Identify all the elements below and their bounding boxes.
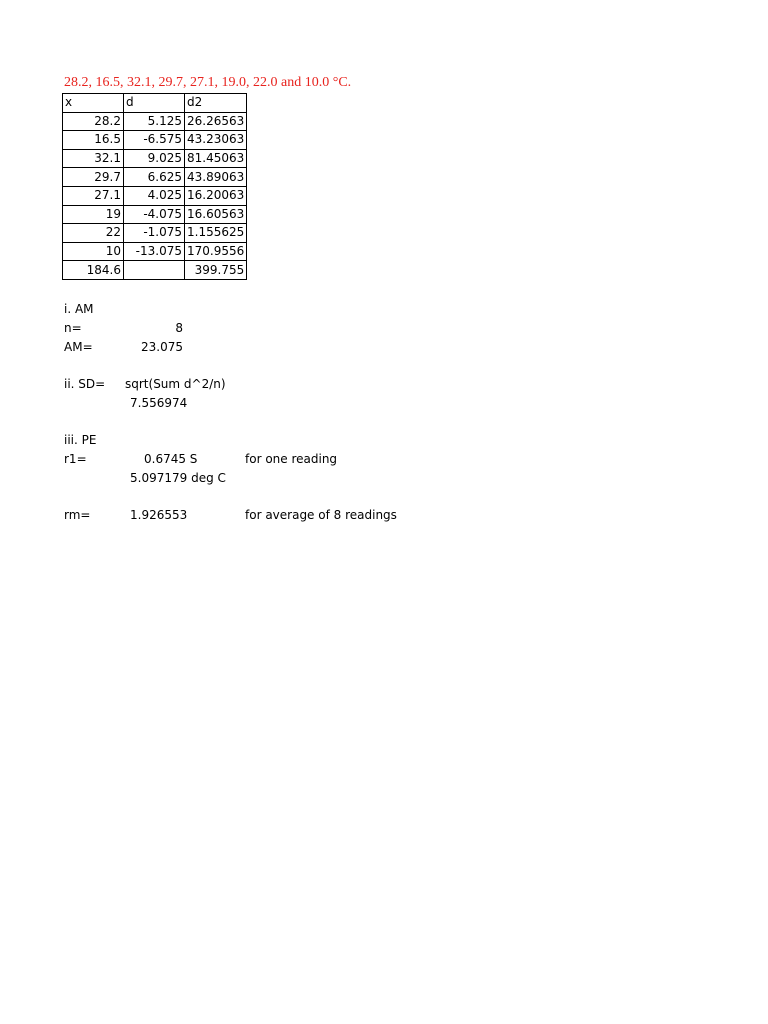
cell-d: 4.025 bbox=[124, 186, 185, 205]
cell-x: 29.7 bbox=[63, 168, 124, 187]
r1-value: 5.097179 deg C bbox=[130, 471, 226, 485]
table-row bbox=[63, 168, 247, 187]
am-label: AM= bbox=[64, 340, 93, 354]
table-row bbox=[63, 242, 247, 261]
cell-d-total bbox=[124, 261, 185, 280]
rm-note: for average of 8 readings bbox=[245, 508, 397, 522]
cell-d2: 43.23063 bbox=[185, 131, 247, 150]
cell-d2: 26.26563 bbox=[185, 112, 247, 131]
table-row bbox=[63, 186, 247, 205]
table-total-row bbox=[63, 261, 247, 280]
cell-d2: 81.45063 bbox=[185, 149, 247, 168]
cell-d: -4.075 bbox=[124, 205, 185, 224]
r1-note: for one reading bbox=[245, 452, 338, 466]
r1-formula: 0.6745 S bbox=[144, 452, 198, 466]
n-value: 8 bbox=[175, 321, 183, 335]
n-label: n= bbox=[64, 321, 82, 335]
cell-d: 9.025 bbox=[124, 149, 185, 168]
table-row bbox=[63, 205, 247, 224]
table-row bbox=[63, 224, 247, 243]
cell-x: 16.5 bbox=[63, 131, 124, 150]
cell-d2-total: 399.755 bbox=[185, 261, 247, 280]
deviation-table bbox=[62, 93, 247, 280]
cell-x-total: 184.6 bbox=[63, 261, 124, 280]
am-value: 23.075 bbox=[141, 340, 183, 354]
cell-d: -13.075 bbox=[124, 242, 185, 261]
cell-d2: 1.155625 bbox=[185, 224, 247, 243]
table-row bbox=[63, 131, 247, 150]
rm-value: 1.926553 bbox=[130, 508, 188, 522]
cell-d2: 43.89063 bbox=[185, 168, 247, 187]
cell-x: 32.1 bbox=[63, 149, 124, 168]
am-heading: i. AM bbox=[64, 302, 94, 316]
cell-d2: 16.20063 bbox=[185, 186, 247, 205]
table-row bbox=[63, 112, 247, 131]
rm-label: rm= bbox=[64, 508, 91, 522]
cell-x: 10 bbox=[63, 242, 124, 261]
column-header-x: x bbox=[63, 94, 124, 113]
sd-formula: sqrt(Sum d^2/n) bbox=[125, 377, 226, 391]
cell-x: 22 bbox=[63, 224, 124, 243]
cell-x: 28.2 bbox=[63, 112, 124, 131]
cell-d2: 170.9556 bbox=[185, 242, 247, 261]
cell-x: 27.1 bbox=[63, 186, 124, 205]
table-header-row bbox=[63, 94, 247, 113]
sd-label: ii. SD= bbox=[64, 377, 106, 391]
cell-d: 6.625 bbox=[124, 168, 185, 187]
sd-value: 7.556974 bbox=[130, 396, 188, 410]
column-header-d2: d2 bbox=[185, 94, 247, 113]
column-header-d: d bbox=[124, 94, 185, 113]
cell-d: 5.125 bbox=[124, 112, 185, 131]
cell-d: -6.575 bbox=[124, 131, 185, 150]
cell-d: -1.075 bbox=[124, 224, 185, 243]
readings-header: 28.2, 16.5, 32.1, 29.7, 27.1, 19.0, 22.0 and 10.0 °C. bbox=[64, 75, 352, 90]
table-row bbox=[63, 149, 247, 168]
cell-x: 19 bbox=[63, 205, 124, 224]
pe-heading: iii. PE bbox=[64, 433, 97, 447]
cell-d2: 16.60563 bbox=[185, 205, 247, 224]
r1-label: r1= bbox=[64, 452, 87, 466]
